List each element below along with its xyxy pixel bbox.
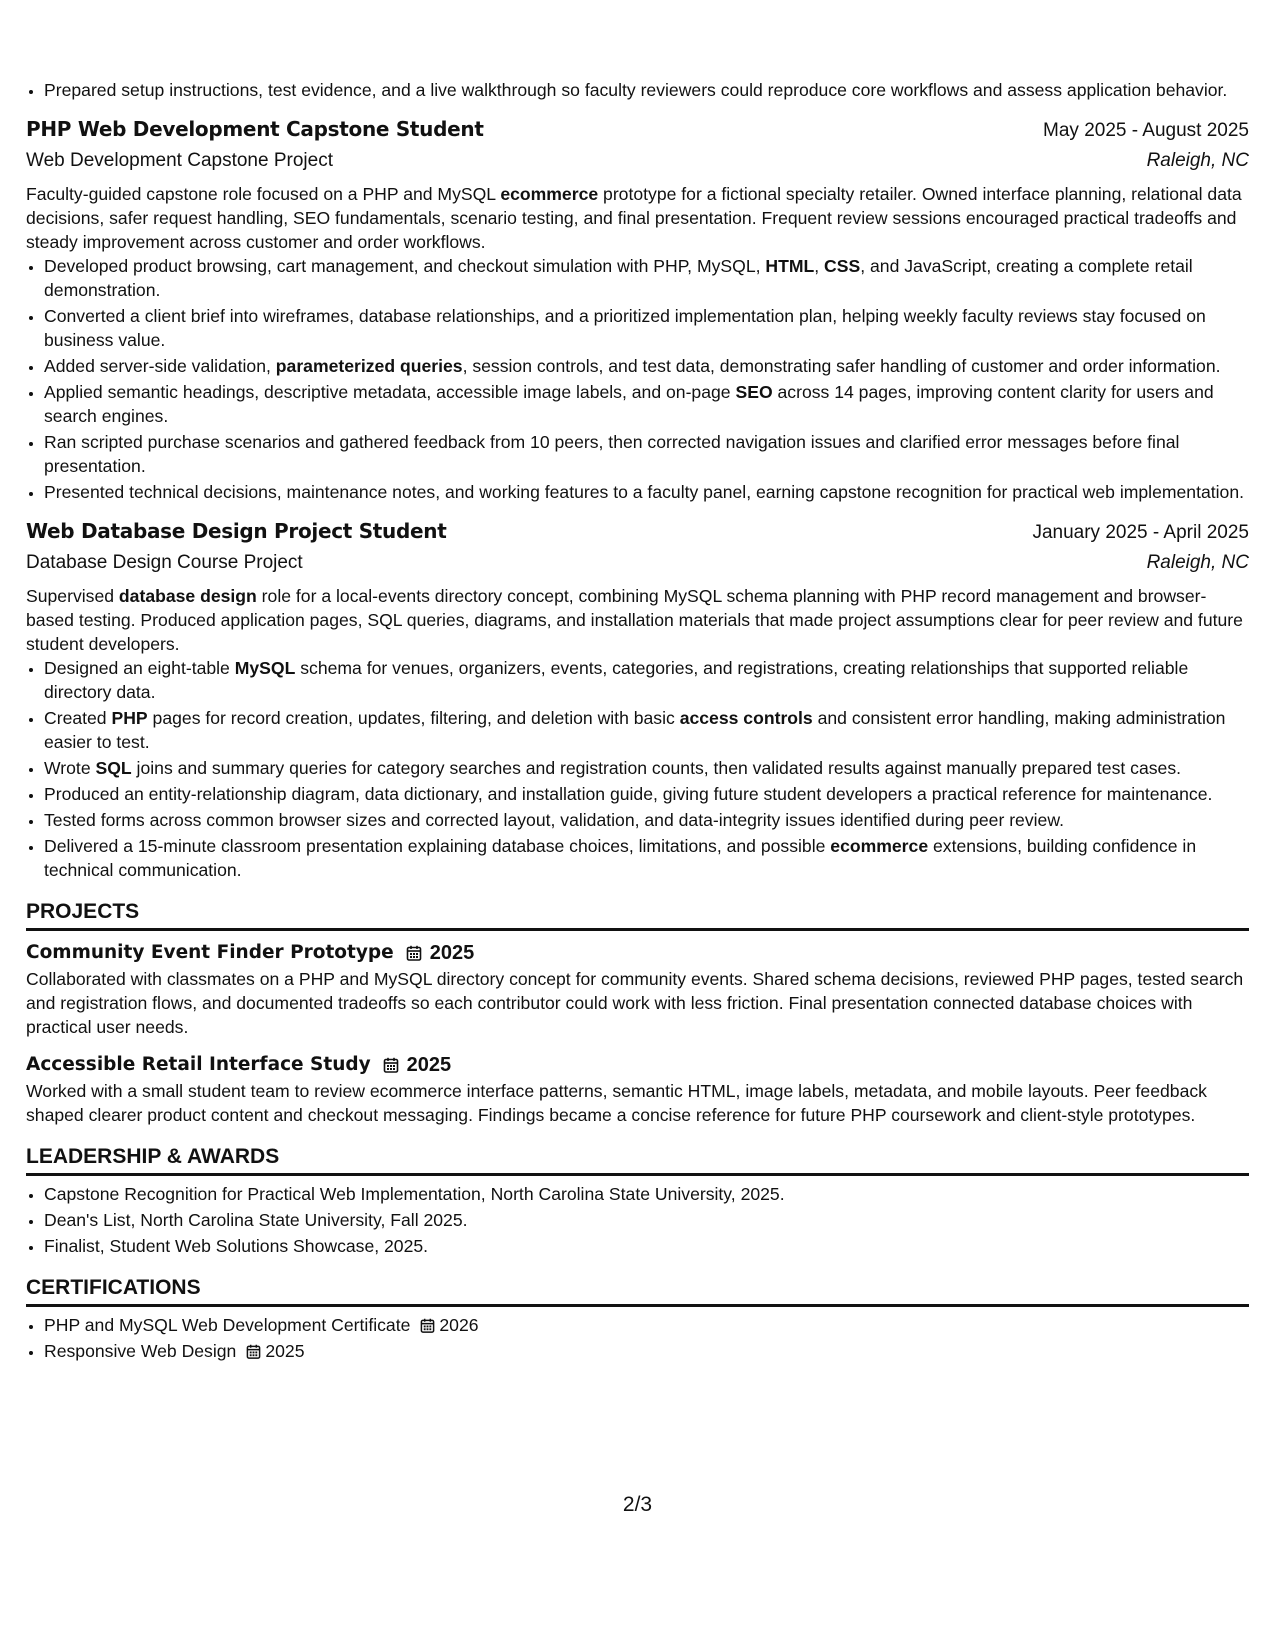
list-item xyxy=(44,1313,1249,1337)
role-organization: Web Development Capstone Project xyxy=(26,150,333,171)
section-heading: PROJECTS xyxy=(26,898,1249,931)
emphasis-keyword: ecommerce xyxy=(500,184,599,204)
role-summary: Supervised database design role for a local-events directory concept, combining MySQL schema planning with PHP record management and browser-based testing. Produced application pages, SQL queries, diagrams, and installation materials that made project assumptions clear for peer review and future student developers. xyxy=(26,586,1243,654)
list-item: • Created PHP pages for record creation, updates, filtering, and deletion with basic access controls and consistent error handling, making administration easier to test. xyxy=(44,706,1249,754)
emphasis-keyword: SEO xyxy=(735,382,773,402)
leadership-list xyxy=(26,1182,1249,1258)
role-location: Raleigh, NC xyxy=(1146,150,1249,171)
page-number: 2/3 xyxy=(622,1493,653,1516)
certification-name: Responsive Web Design xyxy=(44,1341,237,1361)
emphasis-keyword: access controls xyxy=(679,708,813,728)
section-heading: LEADERSHIP & AWARDS xyxy=(26,1143,1249,1176)
certifications-section xyxy=(26,1274,1249,1363)
emphasis-keyword: parameterized queries xyxy=(275,356,463,376)
role-summary: Faculty-guided capstone role focused on a PHP and MySQL ecommerce prototype for a fictional specialty retailer. Owned interface planning, relational data decisions, safer request handling, SEO fundamentals, scenario testing, and final presentation. Frequent review sessions encouraged practical tradeoffs and steady improvement across customer and order workflows. xyxy=(26,184,1242,252)
calendar-icon xyxy=(406,945,422,961)
calendar-icon xyxy=(420,1318,435,1333)
list-item: • Tested forms across common browser sizes and corrected layout, validation, and data-integrity issues identified during peer review. xyxy=(44,808,1249,832)
role-title: Web Database Design Project Student xyxy=(26,519,447,543)
project-entry xyxy=(26,1051,1249,1127)
role-bullet-list xyxy=(26,656,1249,882)
list-item: • Presented technical decisions, maintenance notes, and working features to a faculty panel, earning capstone recognition for practical web implementation. xyxy=(44,480,1249,504)
role-location: Raleigh, NC xyxy=(1146,552,1249,573)
emphasis-keyword: database design xyxy=(118,586,257,606)
list-item: • Developed product browsing, cart management, and checkout simulation with PHP, MySQL, HTML, CSS, and JavaScript, creating a complete retail demonstration. xyxy=(44,254,1249,302)
emphasis-keyword: HTML xyxy=(765,256,815,276)
role-dates: May 2025 - August 2025 xyxy=(1043,120,1249,141)
project-title: Community Event Finder Prototype xyxy=(26,942,394,963)
leadership-section xyxy=(26,1143,1249,1258)
role-organization: Database Design Course Project xyxy=(26,552,303,573)
list-item: • Capstone Recognition for Practical Web Implementation, North Carolina State University, 2025. xyxy=(44,1182,1249,1206)
emphasis-keyword: ecommerce xyxy=(830,836,929,856)
calendar-icon xyxy=(246,1344,261,1359)
experience-entry-database xyxy=(26,516,1249,882)
certifications-list xyxy=(26,1313,1249,1363)
role-dates: January 2025 - April 2025 xyxy=(1032,522,1249,543)
project-year: 2025 xyxy=(406,1054,452,1076)
list-item: • Wrote SQL joins and summary queries for category searches and registration counts, then validated results against manually prepared test cases. xyxy=(44,756,1249,780)
list-item xyxy=(44,1339,1249,1363)
certification-year: 2026 xyxy=(439,1315,479,1335)
certification-name: PHP and MySQL Web Development Certificate xyxy=(44,1315,411,1335)
project-entry xyxy=(26,939,1249,1039)
section-heading: CERTIFICATIONS xyxy=(26,1274,1249,1307)
project-title: Accessible Retail Interface Study xyxy=(26,1054,371,1075)
list-item: • Converted a client brief into wireframes, database relationships, and a prioritized implementation plan, helping weekly faculty reviews stay focused on business value. xyxy=(44,304,1249,352)
list-item: • Applied semantic headings, descriptive metadata, accessible image labels, and on-page SEO across 14 pages, improving content clarity for users and search engines. xyxy=(44,380,1249,428)
emphasis-keyword: CSS xyxy=(824,256,861,276)
project-description: Collaborated with classmates on a PHP and MySQL directory concept for community events. Shared schema decisions, reviewed PHP pages, tested search and registration flows, and documented tradeoffs so each contributor could work with less friction. Final presentation connected database choices with practical user needs. xyxy=(26,969,1244,1037)
emphasis-keyword: PHP xyxy=(111,708,148,728)
experience-entry-capstone xyxy=(26,114,1249,504)
emphasis-keyword: SQL xyxy=(95,758,132,778)
list-item: • Delivered a 15-minute classroom presentation explaining database choices, limitations, and possible ecommerce extensions, building confidence in technical communication. xyxy=(44,834,1249,882)
list-item: • Prepared setup instructions, test evidence, and a live walkthrough so faculty reviewers could reproduce core workflows and assess application behavior. xyxy=(44,78,1249,102)
projects-section xyxy=(26,898,1249,1127)
project-description: Worked with a small student team to review ecommerce interface patterns, semantic HTML, image labels, metadata, and mobile layouts. Peer feedback shaped clearer product content and checkout messaging. Findings became a concise reference for future PHP coursework and client-style prototypes. xyxy=(26,1081,1207,1125)
certification-year: 2025 xyxy=(265,1341,305,1361)
project-year: 2025 xyxy=(429,942,475,964)
list-item: • Finalist, Student Web Solutions Showcase, 2025. xyxy=(44,1234,1249,1258)
emphasis-keyword: MySQL xyxy=(234,658,296,678)
top-bullet-list xyxy=(26,78,1249,102)
list-item: • Dean's List, North Carolina State University, Fall 2025. xyxy=(44,1208,1249,1232)
list-item: • Ran scripted purchase scenarios and gathered feedback from 10 peers, then corrected navigation issues and clarified error messages before final presentation. xyxy=(44,430,1249,478)
role-title: PHP Web Development Capstone Student xyxy=(26,117,484,141)
role-bullet-list xyxy=(26,254,1249,504)
list-item: • Added server-side validation, parameterized queries, session controls, and test data, demonstrating safer handling of customer and order information. xyxy=(44,354,1249,378)
list-item: • Designed an eight-table MySQL schema for venues, organizers, events, categories, and registrations, creating relationships that supported reliable directory data. xyxy=(44,656,1249,704)
list-item: • Produced an entity-relationship diagram, data dictionary, and installation guide, giving future student developers a practical reference for maintenance. xyxy=(44,782,1249,806)
calendar-icon xyxy=(383,1057,399,1073)
